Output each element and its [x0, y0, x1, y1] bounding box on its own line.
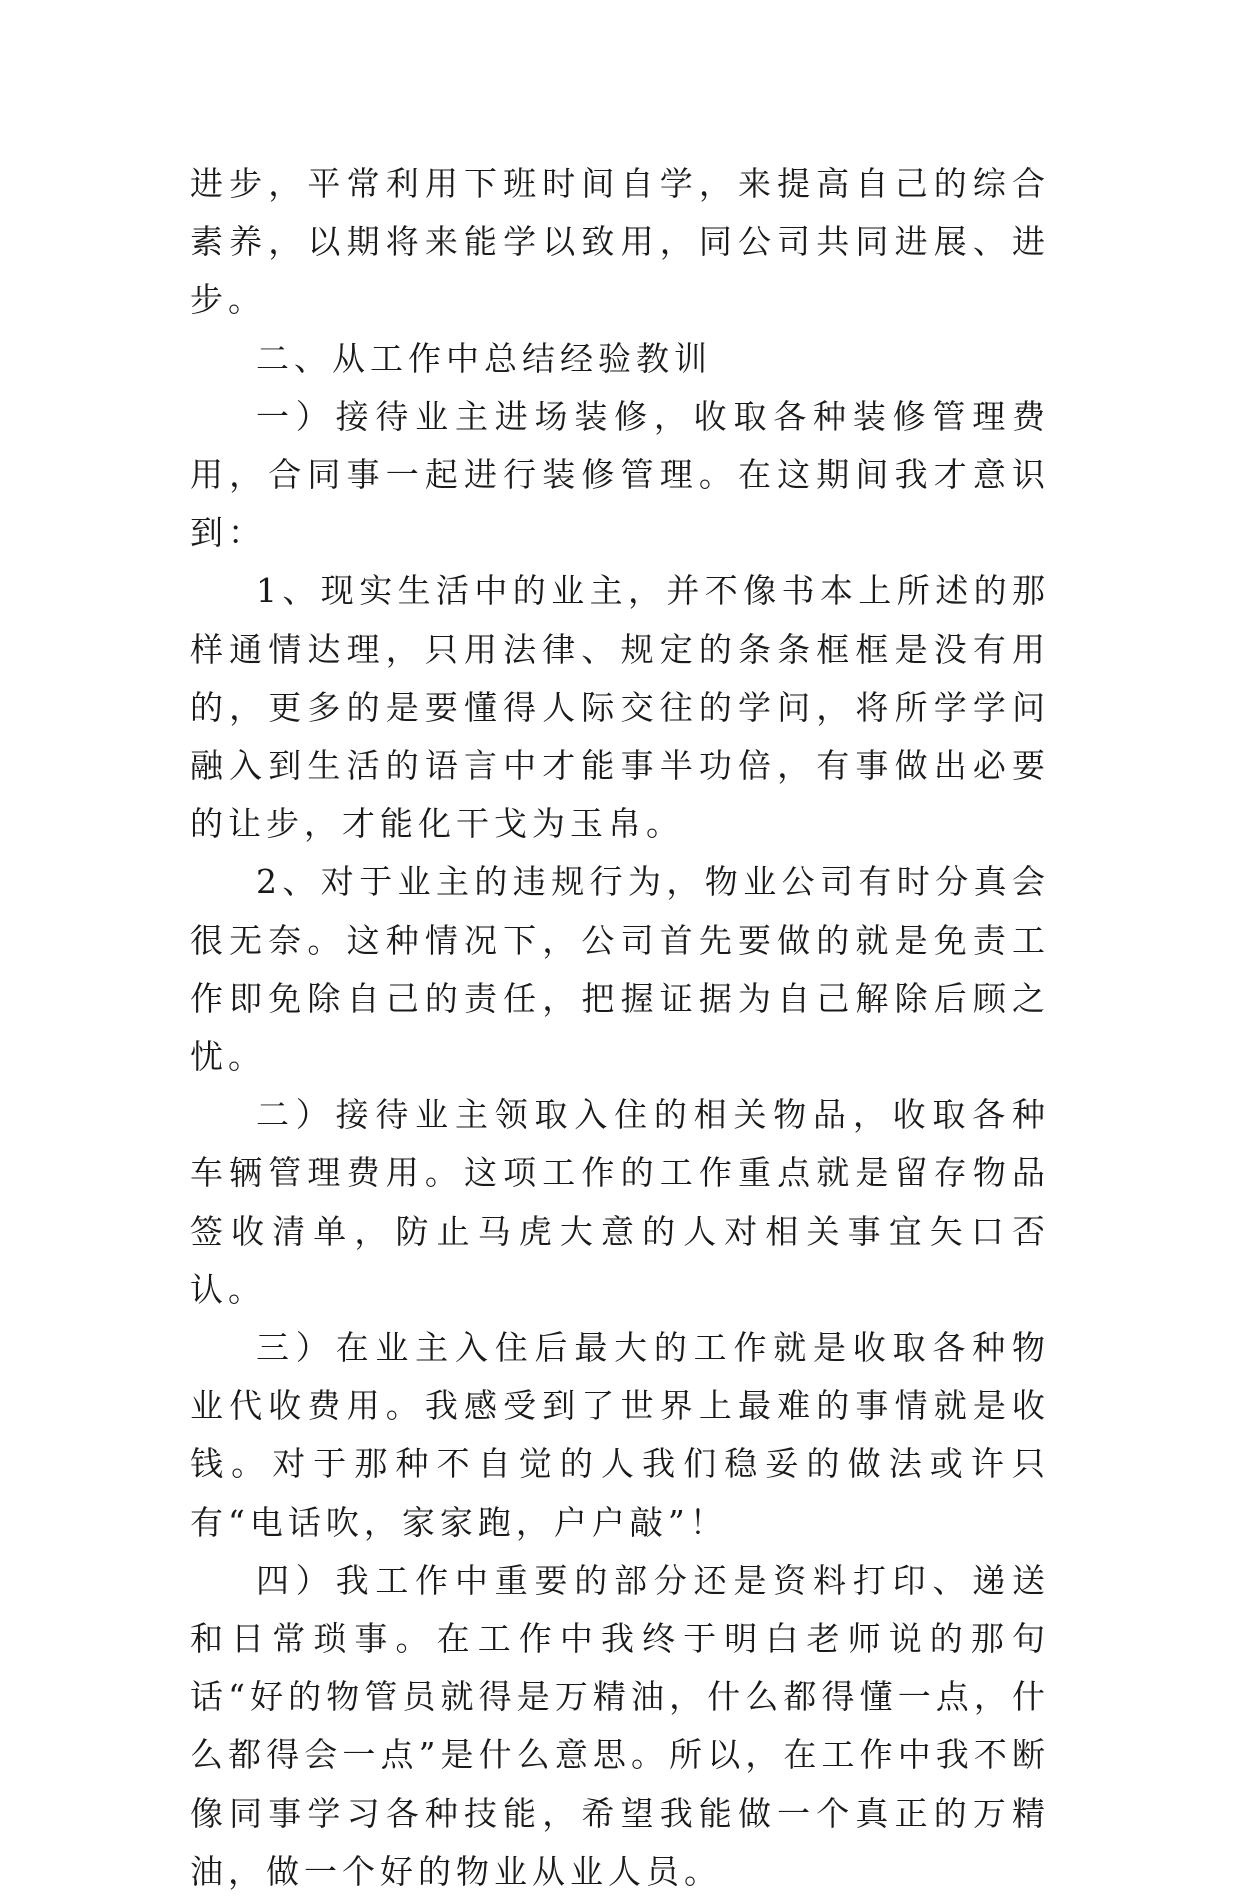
- paragraph-item-4: 四）我工作中重要的部分还是资料打印、递送和日常琐事。在工作中我终于明白老师说的那句话“好的物管员就得是万精油，什么都得懂一点，什么都得会一点”是什么意思。所以，在工作中我不断像同事学习各种技能，希望我能做一个真正的万精油，做一个好的物业从业人员。: [190, 1560, 1050, 1891]
- document-body: [190, 155, 1050, 1901]
- paragraph-continuation: 进步，平常利用下班时间自学，来提高自己的综合素养，以期将来能学以致用，同公司共同进展、进步。: [190, 164, 1050, 320]
- paragraph-subitem-2: 2、对于业主的违规行为，物业公司有时分真会很无奈。这种情况下，公司首先要做的就是免责工作即免除自己的责任，把握证据为自己解除后顾之忧。: [190, 862, 1050, 1077]
- paragraph-item-2: 二）接待业主领取入住的相关物品，收取各种车辆管理费用。这项工作的工作重点就是留存物品签收清单，防止马虎大意的人对相关事宜矢口否认。: [190, 1095, 1050, 1309]
- paragraph-subitem-1: 1、现实生活中的业主，并不像书本上所述的那样通情达理，只用法律、规定的条条框框是没有用的，更多的是要懂得人际交往的学问，将所学学问融入到生活的语言中才能事半功倍，有事做出必要的让步，才能化干戈为玉帛。: [190, 571, 1050, 844]
- paragraph-item-1: 一）接待业主进场装修，收取各种装修管理费用，合同事一起进行装修管理。在这期间我才意识到：: [190, 396, 1050, 553]
- paragraph-item-3: 三）在业主入住后最大的工作就是收取各种物业代收费用。我感受到了世界上最难的事情就是收钱。对于那种不自觉的人我们稳妥的做法或许只有“电话吹，家家跑，户户敲”！: [190, 1328, 1050, 1542]
- section-heading: 二、从工作中总结经验教训: [256, 338, 712, 378]
